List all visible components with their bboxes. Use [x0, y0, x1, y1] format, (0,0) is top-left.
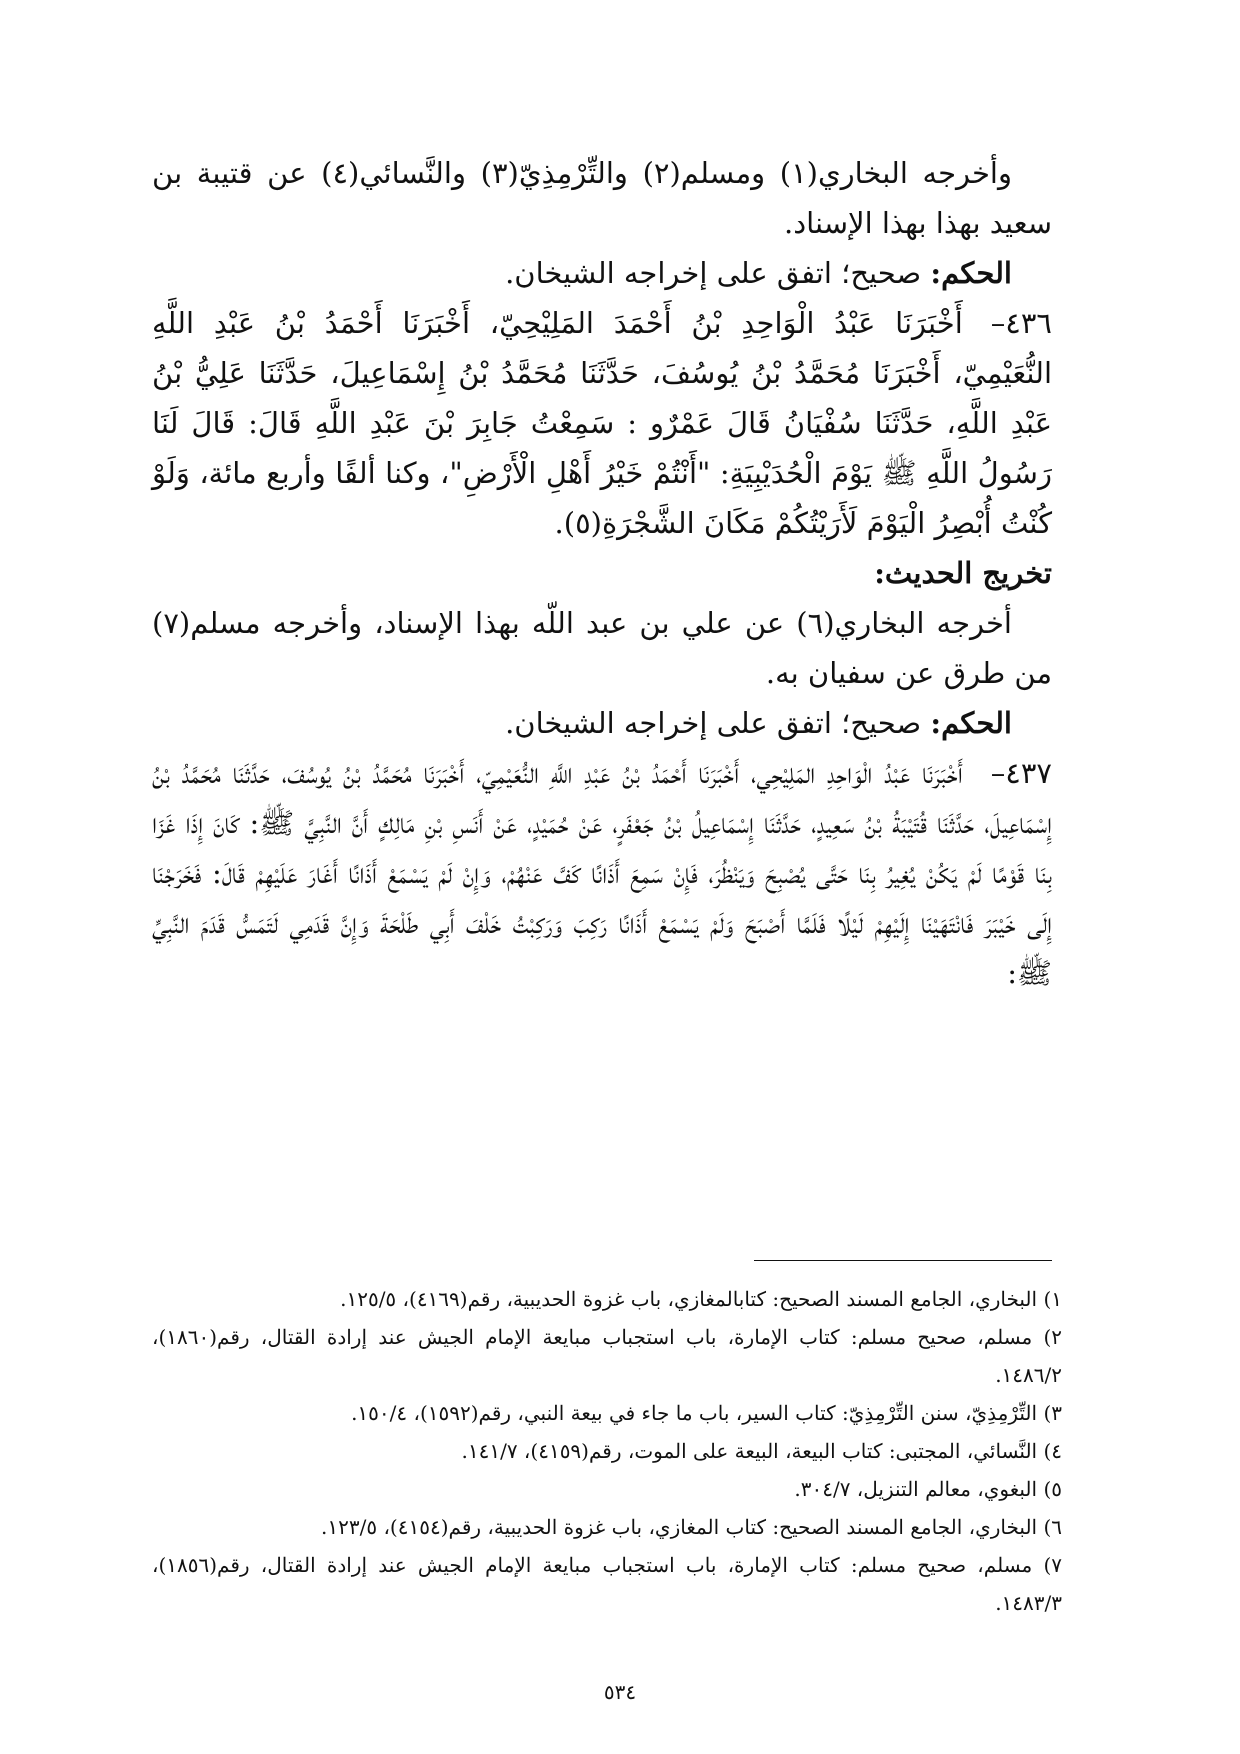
footnote: ٧) مسلم، صحيح مسلم: كتاب الإمارة، باب استجباب مبايعة الإمام الجيش عند إرادة القتال، رقم(١٨٥٦)، ١٤٨٣/٣. — [152, 1553, 1063, 1615]
hadith-number: ٤٣٦– — [990, 306, 1052, 340]
hukm-line-1 — [152, 248, 1052, 298]
page-number: ٥٣٤ — [603, 1680, 637, 1704]
main-text — [152, 148, 1052, 998]
footnote-separator — [754, 1260, 1052, 1261]
takhrij-paragraph-1: وأخرجه البخاري(١) ومسلم(٢) والتِّرْمِذِيّ(٣) والنَّسائي(٤) عن قتيبة بن سعيد بهذا بهذا الإسناد. — [152, 156, 1052, 240]
hukm-text: صحيح؛ اتفق على إخراجه الشيخان. — [505, 706, 931, 740]
hadith-436 — [152, 298, 1052, 548]
takhrij-paragraph-2: أخرجه البخاري(٦) عن علي بن عبد اللّه بهذا الإسناد، وأخرجه مسلم(٧) من طرق عن سفيان به. — [152, 606, 1052, 690]
hadith-text: أَخْبَرَنَا عَبْدُ الْوَاحِدِ المَلِيْحِي، أَخْبَرَنَا أَحْمَدُ بْنُ عَبْدِ اللَّهِ النُّعَيْمِيّ، أَخْبَرَنَا مُحَمَّدُ بْنُ يُوسُفَ، حَدَّثَنَا مُحَمَّدُ بْنُ إِسْمَاعِيلَ، حَدَّثَنَا قُتَيْبَةُ بْنُ سَعِيدٍ، حَدَّثَنَا إِسْمَاعِيلُ بْنُ جَعْفَرٍ، عَنْ حُمَيْدٍ، عَنْ أَنَسِ بْنِ مَالِكٍ أَنَّ النَّبِيَّ ﷺ: كَانَ إِذَا غَزَا بِنَا قَوْمًا لَمْ يَكُنْ يُغِيرُ بِنَا حَتَّى يُصْبِحَ وَيَنْظُرَ، فَإِنْ سَمِعَ أَذَانًا كَفَّ عَنْهُمْ، وَإِنْ لَمْ يَسْمَعْ أَذَانًا أَغَارَ عَلَيْهِمْ قَالَ: فَخَرَجْنَا إِلَى خَيْبَرَ فَانْتَهَيْنَا إِلَيْهِمْ لَيْلًا فَلَمَّا أَصْبَحَ وَلَمْ يَسْمَعْ أَذَانًا رَكِبَ وَرَكِبْتُ خَلْفَ أَبِي طَلْحَةَ وَإِنَّ قَدَمِي لَتَمَسُّ قَدَمَ النَّبِيِّ ﷺ: — [152, 756, 1052, 990]
hukm-line-2 — [152, 698, 1052, 748]
footnotes — [152, 1280, 1062, 1622]
hadith-text: أَخْبَرَنَا عَبْدُ الْوَاحِدِ بْنُ أَحْمَدَ المَلِيْحِيّ، أَخْبَرَنَا أَحْمَدُ بْنُ عَبْدِ اللَّهِ النُّعَيْمِيّ، أَخْبَرَنَا مُحَمَّدُ بْنُ يُوسُفَ، حَدَّثَنَا مُحَمَّدُ بْنُ إِسْمَاعِيلَ، حَدَّثَنَا عَلِيُّ بْنُ عَبْدِ اللَّهِ، حَدَّثَنَا سُفْيَانُ قَالَ عَمْرٌو : سَمِعْتُ جَابِرَ بْنَ عَبْدِ اللَّهِ قَالَ: قَالَ لَنَا رَسُولُ اللَّهِ ﷺ يَوْمَ الْحُدَيْبِيَةِ: "أَنْتُمْ خَيْرُ أَهْلِ الْأَرْضِ"، وكنا ألفًا وأربع مائة، وَلَوْ كُنْتُ أُبْصِرُ الْيَوْمَ لَأَرَيْتُكُمْ مَكَانَ الشَّجْرَةِ(٥). — [152, 306, 1052, 540]
hukm-label: الحكم: — [930, 706, 1012, 740]
hadith-number: ٤٣٧– — [990, 756, 1052, 790]
takhrij-heading: تخريج الحديث: — [874, 556, 1052, 590]
footnote: ٤) النَّسائي، المجتبى: كتاب البيعة، البيعة على الموت، رقم(٤١٥٩)، ١٤١/٧. — [461, 1439, 1062, 1463]
hukm-label: الحكم: — [930, 256, 1012, 290]
hadith-437 — [152, 748, 1052, 998]
footnote: ٢) مسلم، صحيح مسلم: كتاب الإمارة، باب استجباب مبايعة الإمام الجيش عند إرادة القتال، رقم(١٨٦٠)، ١٤٨٦/٢. — [152, 1325, 1063, 1387]
footnote: ٦) البخاري، الجامع المسند الصحيح: كتاب المغازي، باب غزوة الحديبية، رقم(٤١٥٤)، ١٢٣/٥. — [321, 1515, 1062, 1539]
footnote: ٣) التِّرْمِذِيّ، سنن التِّرْمِذِيّ: كتاب السير، باب ما جاء في بيعة النبي، رقم(١٥٩٢)، ١٥٠/٤. — [351, 1401, 1062, 1425]
footnote: ١) البخاري، الجامع المسند الصحيح: كتابالمغازي، باب غزوة الحديبية، رقم(٤١٦٩)، ١٢٥/٥. — [340, 1287, 1062, 1311]
footnote: ٥) البغوي، معالم التنزيل، ٣٠٤/٧. — [794, 1477, 1062, 1501]
hukm-text: صحيح؛ اتفق على إخراجه الشيخان. — [505, 256, 931, 290]
